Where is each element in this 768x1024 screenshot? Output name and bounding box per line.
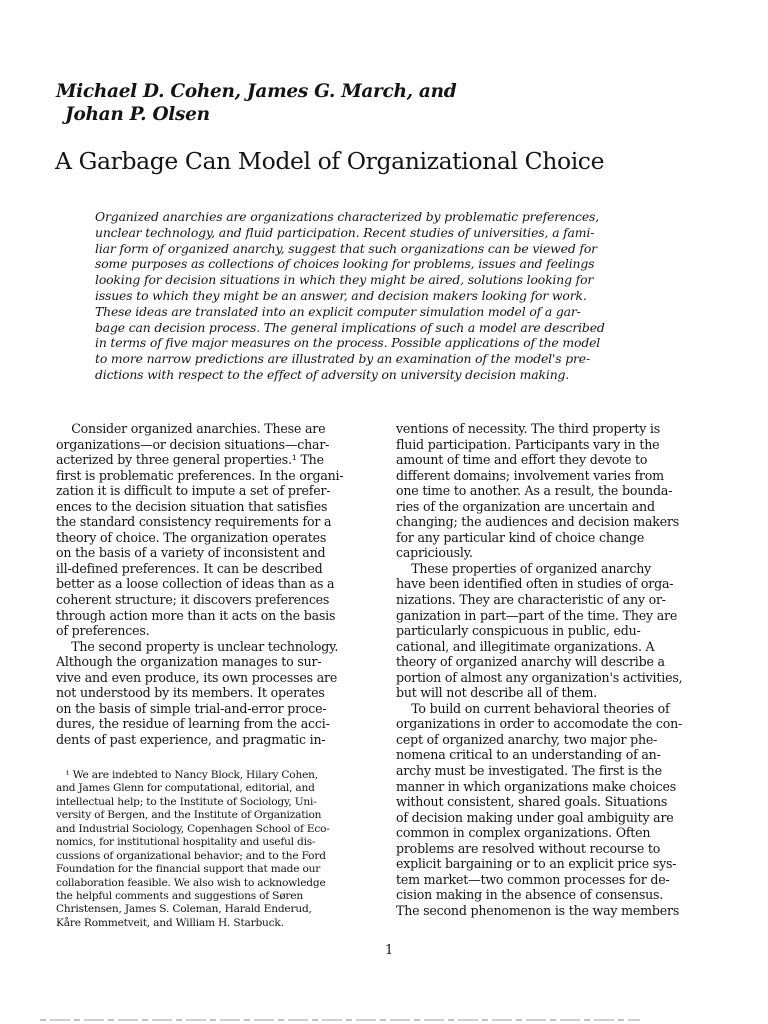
text-line: amount of time and effort they devote to (396, 452, 648, 468)
text-line: fluid participation. Participants vary in the (396, 436, 660, 452)
text-line: cision making in the absence of consensus. (396, 887, 664, 903)
author-byline (56, 80, 716, 126)
text-line: vive and even produce, its own processes are (56, 669, 338, 685)
footnote (56, 769, 378, 930)
abstract-line: some purposes as collections of choices looking for problems, issues and feelings (95, 256, 595, 272)
text-line: cept of organized anarchy, two major phe- (396, 731, 658, 747)
text-line: explicit bargaining or to an explicit price sys- (396, 856, 677, 872)
text-line: The second property is unclear technology. (56, 638, 339, 654)
abstract-line: in terms of five major measures on the process. Possible applications of the model (95, 335, 601, 351)
text-line: without consistent, shared goals. Situations (396, 794, 668, 810)
footnote-line: ¹ We are indebted to Nancy Block, Hilary Cohen, (56, 769, 318, 781)
text-line: ries of the organization are uncertain and (396, 498, 655, 514)
author-line-1: Michael D. Cohen, James G. March, and (56, 81, 457, 102)
text-line: of decision making under goal ambiguity are (396, 809, 674, 825)
abstract-line: bage can decision process. The general implications of such a model are described (95, 319, 605, 335)
text-line: of preferences. (56, 623, 150, 639)
text-line: problems are resolved without recourse to (396, 840, 661, 856)
text-line: ill-defined preferences. It can be described (56, 560, 323, 576)
article-title: A Garbage Can Model of Organizational Choice (55, 147, 605, 175)
text-line: nomena critical to an understanding of an- (396, 747, 661, 763)
footnote-line: Kåre Rommetveit, and William H. Starbuck. (56, 916, 284, 929)
text-line: manner in which organizations make choices (396, 778, 676, 794)
text-line: archy must be investigated. The first is the (396, 763, 662, 779)
body-column-left (56, 421, 378, 747)
footnote-line: and James Glenn for computational, editorial, and (56, 782, 315, 795)
abstract-line: to more narrow predictions are illustrated by an examination of the model's pre- (95, 351, 590, 367)
text-line: theory of organized anarchy will describe a (396, 654, 665, 670)
text-line: Consider organized anarchies. These are (56, 421, 326, 436)
abstract-line: These ideas are translated into an explicit computer simulation model of a gar- (95, 303, 581, 319)
text-line: changing; the audiences and decision makers (396, 514, 680, 530)
footnote-line: nomics, for institutional hospitality and useful dis- (56, 836, 316, 849)
abstract-line: looking for decision situations in which they might be aired, solutions looking for (95, 272, 594, 288)
text-line: on the basis of simple trial-and-error proce- (56, 700, 327, 716)
text-line: first is problematic preferences. In the organi- (56, 467, 344, 483)
text-line: tem market—two common processes for de- (396, 871, 670, 887)
author-line-2: Johan P. Olsen (65, 104, 210, 125)
footnote-line: cussions of organizational behavior; and to the Ford (56, 849, 326, 862)
text-line: have been identified often in studies of orga- (396, 576, 674, 592)
text-line: for any particular kind of choice change (396, 529, 645, 545)
text-line: dures, the residue of learning from the acci- (56, 716, 330, 732)
text-line: ences to the decision situation that satisfies (56, 498, 328, 514)
text-line: coherent structure; it discovers preferences (56, 592, 330, 608)
text-line: organizations in order to accomodate the con- (396, 716, 683, 732)
page-number: 1 (385, 943, 394, 958)
footnote-line: and Industrial Sociology, Copenhagen School of Eco- (56, 822, 330, 835)
scan-artifact-line (40, 1019, 640, 1021)
text-line: the standard consistency requirements for a (56, 514, 332, 530)
text-line: better as a loose collection of ideas than as a (56, 576, 335, 592)
text-line: not understood by its members. It operates (56, 685, 325, 701)
footnote-line: Christensen, James S. Coleman, Harald Enderud, (56, 903, 312, 916)
abstract-line: liar form of organized anarchy, suggest that such organizations can be viewed for (95, 240, 597, 256)
text-line: through action more than it acts on the basis (56, 607, 336, 623)
text-line: but will not describe all of them. (396, 685, 598, 701)
abstract-line: issues to which they might be an answer, and decision makers looking for work. (95, 287, 587, 303)
text-line: Although the organization manages to sur- (56, 654, 322, 670)
footnote-line: intellectual help; to the Institute of Sociology, Uni- (56, 795, 317, 808)
text-line: common in complex organizations. Often (396, 825, 651, 841)
text-line: The second phenomenon is the way members (396, 902, 680, 918)
abstract-line: dictions with respect to the effect of adversity on university decision making. (95, 366, 570, 382)
text-line: particularly conspicuous in public, edu- (396, 623, 641, 639)
text-line: zation it is difficult to impute a set of prefer- (56, 483, 331, 499)
abstract (95, 209, 695, 383)
text-line: portion of almost any organization's activities, (396, 669, 683, 685)
text-line: dents of past experience, and pragmatic in- (56, 731, 326, 747)
text-line: organizations—or decision situations—char- (56, 436, 330, 452)
text-line: ventions of necessity. The third property is (396, 421, 661, 436)
text-line: cational, and illegitimate organizations. A (396, 638, 655, 654)
footnote-line: versity of Bergen, and the Institute of Organization (56, 809, 322, 822)
footnote-line: Foundation for the financial support that made our (56, 863, 321, 876)
text-line: acterized by three general properties.¹ The (56, 452, 324, 468)
body-column-right (396, 421, 718, 919)
footnote-line: the helpful comments and suggestions of Søren (56, 889, 303, 902)
footnote-line: collaboration feasible. We also wish to acknowledge (56, 876, 326, 889)
text-line: To build on current behavioral theories of (396, 700, 670, 716)
text-line: capriciously. (396, 545, 473, 561)
text-line: nizations. They are characteristic of any or- (396, 592, 666, 608)
text-line: on the basis of a variety of inconsistent and (56, 545, 326, 561)
abstract-line: Organized anarchies are organizations characterized by problematic preferences, (95, 209, 600, 224)
text-line: These properties of organized anarchy (396, 560, 652, 576)
text-line: theory of choice. The organization operates (56, 529, 327, 545)
abstract-line: unclear technology, and fluid participation. Recent studies of universities, a fami- (95, 224, 595, 240)
text-line: ganization in part—part of the time. They are (396, 607, 678, 623)
text-line: one time to another. As a result, the bounda- (396, 483, 673, 499)
text-line: different domains; involvement varies from (396, 467, 664, 483)
